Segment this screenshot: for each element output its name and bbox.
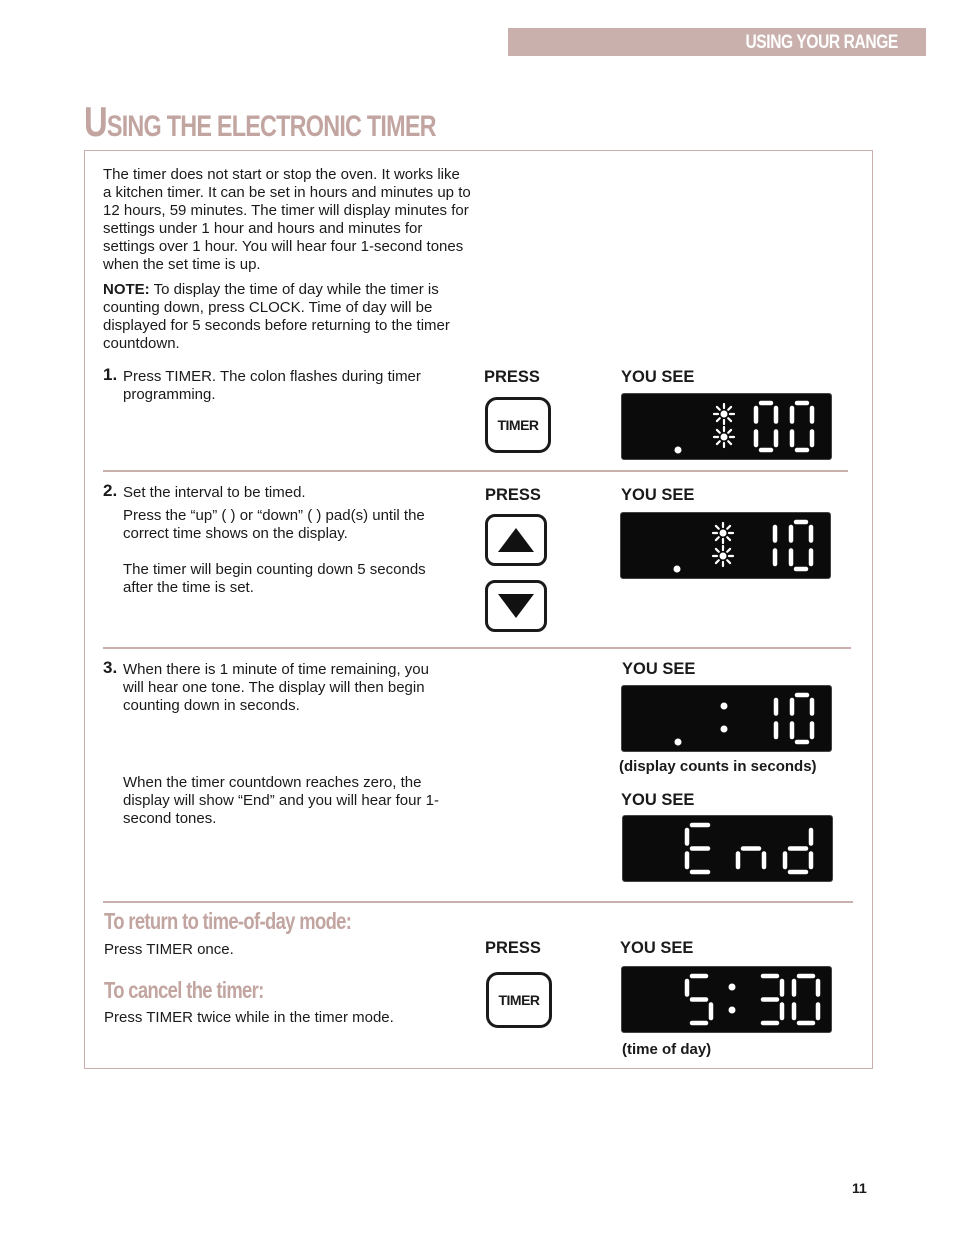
page-title-rest: SING THE ELECTRONIC TIMER bbox=[106, 110, 436, 143]
step-2-number: 2. bbox=[103, 481, 118, 500]
down-button[interactable] bbox=[485, 580, 547, 632]
step-3-text: When there is 1 minute of time remaining, you will hear one tone. The display will then begin counting down in seconds. bbox=[123, 661, 429, 714]
page-number: 11 bbox=[852, 1180, 867, 1196]
step-2-text-3: The timer will begin counting down 5 seconds after the time is set. bbox=[123, 561, 426, 596]
press-label-3: PRESS bbox=[485, 939, 541, 957]
timer-button-2[interactable]: TIMER bbox=[486, 972, 552, 1028]
display-caption-seconds: (display counts in seconds) bbox=[619, 758, 817, 775]
display-step-2 bbox=[620, 512, 831, 579]
you-see-label-1: YOU SEE bbox=[621, 368, 695, 386]
lcd-display-timer-00 bbox=[622, 394, 831, 459]
lcd-display-530 bbox=[622, 967, 831, 1032]
step-1-text: Press TIMER. The colon flashes during timer programming. bbox=[123, 368, 421, 403]
divider-1 bbox=[103, 470, 848, 472]
lcd-digit-5 bbox=[687, 976, 711, 1023]
up-arrow-icon bbox=[488, 517, 544, 563]
divider-2 bbox=[103, 647, 851, 649]
lcd-digit-0 bbox=[792, 695, 812, 742]
lcd-colon bbox=[721, 703, 728, 733]
step-3-number: 3. bbox=[103, 658, 118, 677]
you-see-label-5: YOU SEE bbox=[620, 939, 694, 957]
lcd-dot bbox=[674, 566, 681, 573]
divider-3 bbox=[103, 901, 853, 903]
step-3 bbox=[103, 659, 117, 678]
lcd-digit-0 bbox=[794, 976, 818, 1023]
lcd-digit-0 bbox=[792, 403, 812, 450]
you-see-label-2: YOU SEE bbox=[621, 486, 695, 504]
step-2-text-2: Press the “up” ( ) or “down” ( ) pad(s) until the correct time shows on the display. bbox=[123, 507, 425, 542]
lcd-dot bbox=[675, 447, 682, 454]
lcd-digit-0 bbox=[756, 403, 776, 450]
intro-paragraph: The timer does not start or stop the oven. It works like a kitchen timer. It can be set in hours and minutes up to 12 hours, 59 minutes. The timer will display minutes for settings under 1 hour and hours and minutes for settings over 1 hour. You will hear four 1-second tones when the set time is up. bbox=[103, 166, 471, 273]
lcd-dot bbox=[675, 739, 682, 746]
lcd-colon bbox=[713, 523, 733, 566]
page-title-initial: U bbox=[84, 98, 107, 145]
display-time-of-day bbox=[621, 966, 832, 1033]
you-see-label-3: YOU SEE bbox=[622, 660, 696, 678]
lcd-char-n bbox=[738, 849, 764, 868]
page-title bbox=[84, 98, 436, 146]
lcd-digit-3 bbox=[763, 976, 782, 1023]
lcd-display-seconds-10 bbox=[622, 686, 831, 751]
step-2 bbox=[103, 482, 117, 501]
press-label-2: PRESS bbox=[485, 486, 541, 504]
cancel-text: Press TIMER twice while in the timer mode. bbox=[104, 1009, 394, 1026]
section-header-bar bbox=[508, 28, 926, 56]
down-arrow-icon bbox=[488, 583, 544, 629]
press-label-1: PRESS bbox=[484, 368, 540, 386]
step-2-text: Set the interval to be timed. bbox=[123, 484, 306, 501]
return-mode-text: Press TIMER once. bbox=[104, 941, 234, 958]
note-label: NOTE: bbox=[103, 281, 150, 298]
timer-button-1[interactable]: TIMER bbox=[485, 397, 551, 453]
lcd-char-E bbox=[687, 825, 708, 872]
return-mode-heading: To return to time-of-day mode: bbox=[104, 908, 352, 934]
display-step-3 bbox=[621, 685, 832, 752]
section-header-text: USING YOUR RANGE bbox=[745, 32, 898, 53]
display-end bbox=[622, 815, 833, 882]
note-paragraph bbox=[103, 281, 471, 353]
lcd-display-end bbox=[623, 816, 832, 881]
cancel-heading: To cancel the timer: bbox=[104, 977, 264, 1003]
up-button[interactable] bbox=[485, 514, 547, 566]
lcd-colon bbox=[714, 404, 734, 447]
lcd-char-d bbox=[785, 830, 811, 872]
you-see-label-4: YOU SEE bbox=[621, 791, 695, 809]
step-1-number: 1. bbox=[103, 365, 118, 384]
display-step-1 bbox=[621, 393, 832, 460]
display-caption-time-of-day: (time of day) bbox=[622, 1041, 712, 1058]
lcd-colon bbox=[729, 984, 736, 1014]
step-3-text-2: When the timer countdown reaches zero, the display will show “End” and you will hear four 1-second tones. bbox=[123, 774, 439, 827]
lcd-digit-0 bbox=[791, 522, 811, 569]
note-text: To display the time of day while the timer is counting down, press CLOCK. Time of day will be displayed for 5 seconds before returning to the timer countdown. bbox=[103, 281, 450, 352]
lcd-display-timer-10 bbox=[621, 513, 830, 578]
